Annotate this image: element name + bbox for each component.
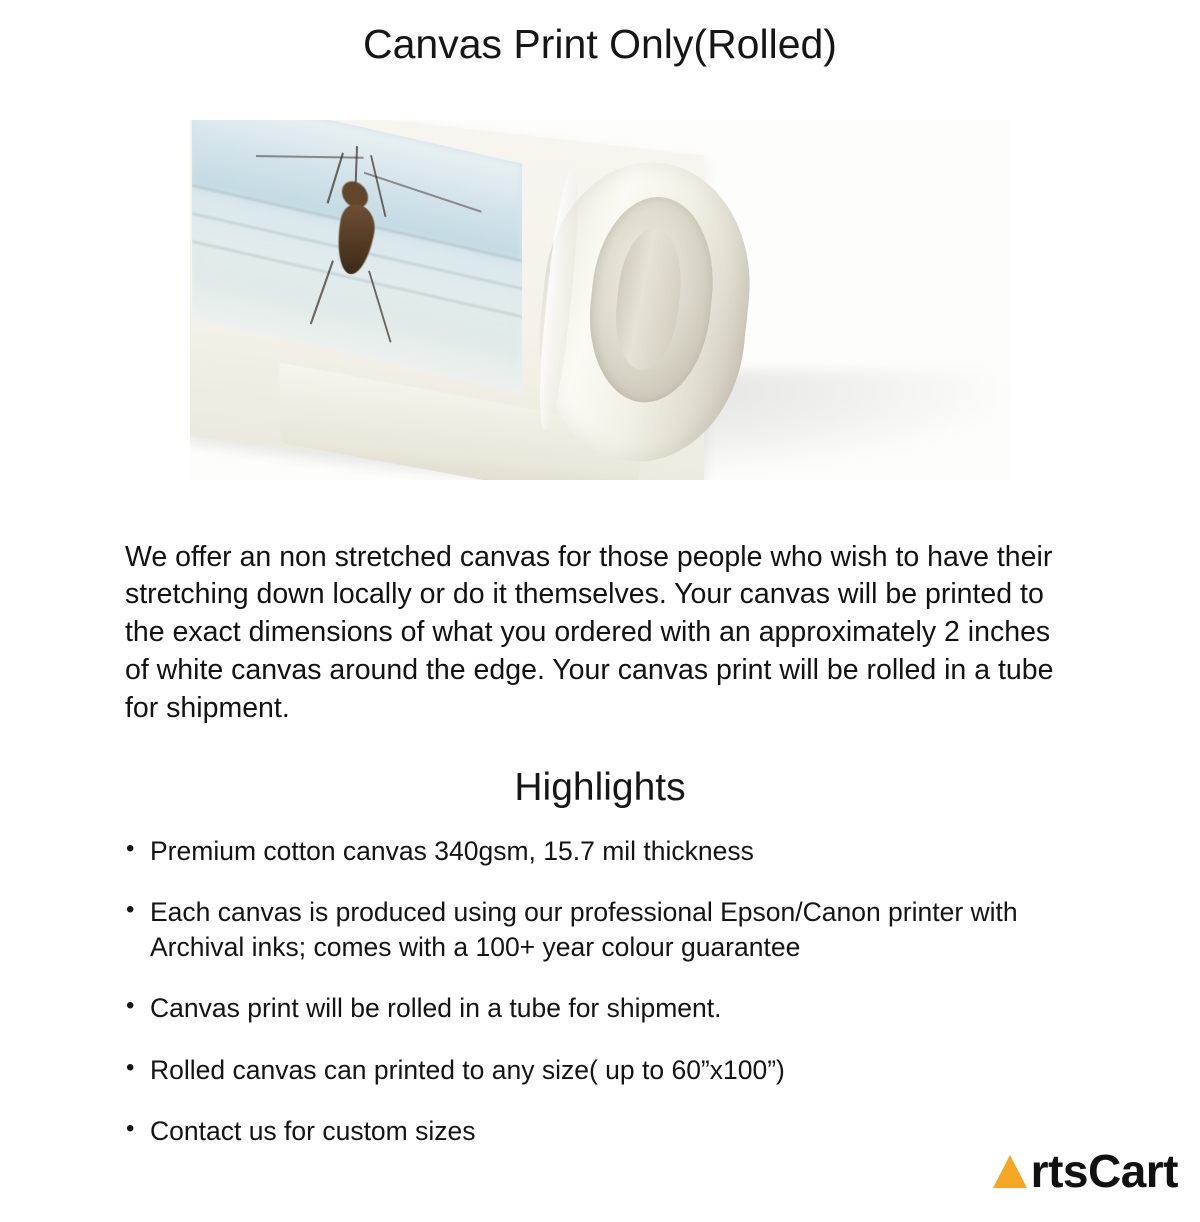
product-image <box>190 120 1010 480</box>
product-info-page <box>0 22 1200 1222</box>
brand-logo-text: rtsCart <box>1030 1145 1178 1197</box>
page-title: Canvas Print Only(Rolled) <box>363 21 837 67</box>
triangle-icon <box>990 1151 1030 1191</box>
highlights-list <box>124 834 1104 1176</box>
highlights-heading: Highlights <box>514 766 686 810</box>
printed-image-area <box>192 120 522 394</box>
list-item: • Premium cotton canvas 340gsm, 15.7 mil thickness <box>124 834 1104 868</box>
brand-logo <box>990 1145 1178 1197</box>
list-item: • Canvas print will be rolled in a tube for shipment. <box>124 991 1104 1025</box>
product-photo-canvas <box>190 120 1010 480</box>
list-item: • Rolled canvas can printed to any size( up to 60”x100”) <box>124 1053 1104 1087</box>
list-item: • Each canvas is produced using our professional Epson/Canon printer with Archival inks; comes with a 100+ year colour guarantee <box>124 895 1104 964</box>
list-item: • Contact us for custom sizes <box>124 1114 1104 1148</box>
description-text: We offer an non stretched canvas for those people who wish to have their stretching down locally or do it themselves. Your canvas will be printed to the exact dimensions of what you ordered with an approximately 2 inches of white canvas around the edge. Your canvas print will be rolled in a tube for shipment. <box>125 540 1054 725</box>
canvas-roll <box>527 152 762 472</box>
